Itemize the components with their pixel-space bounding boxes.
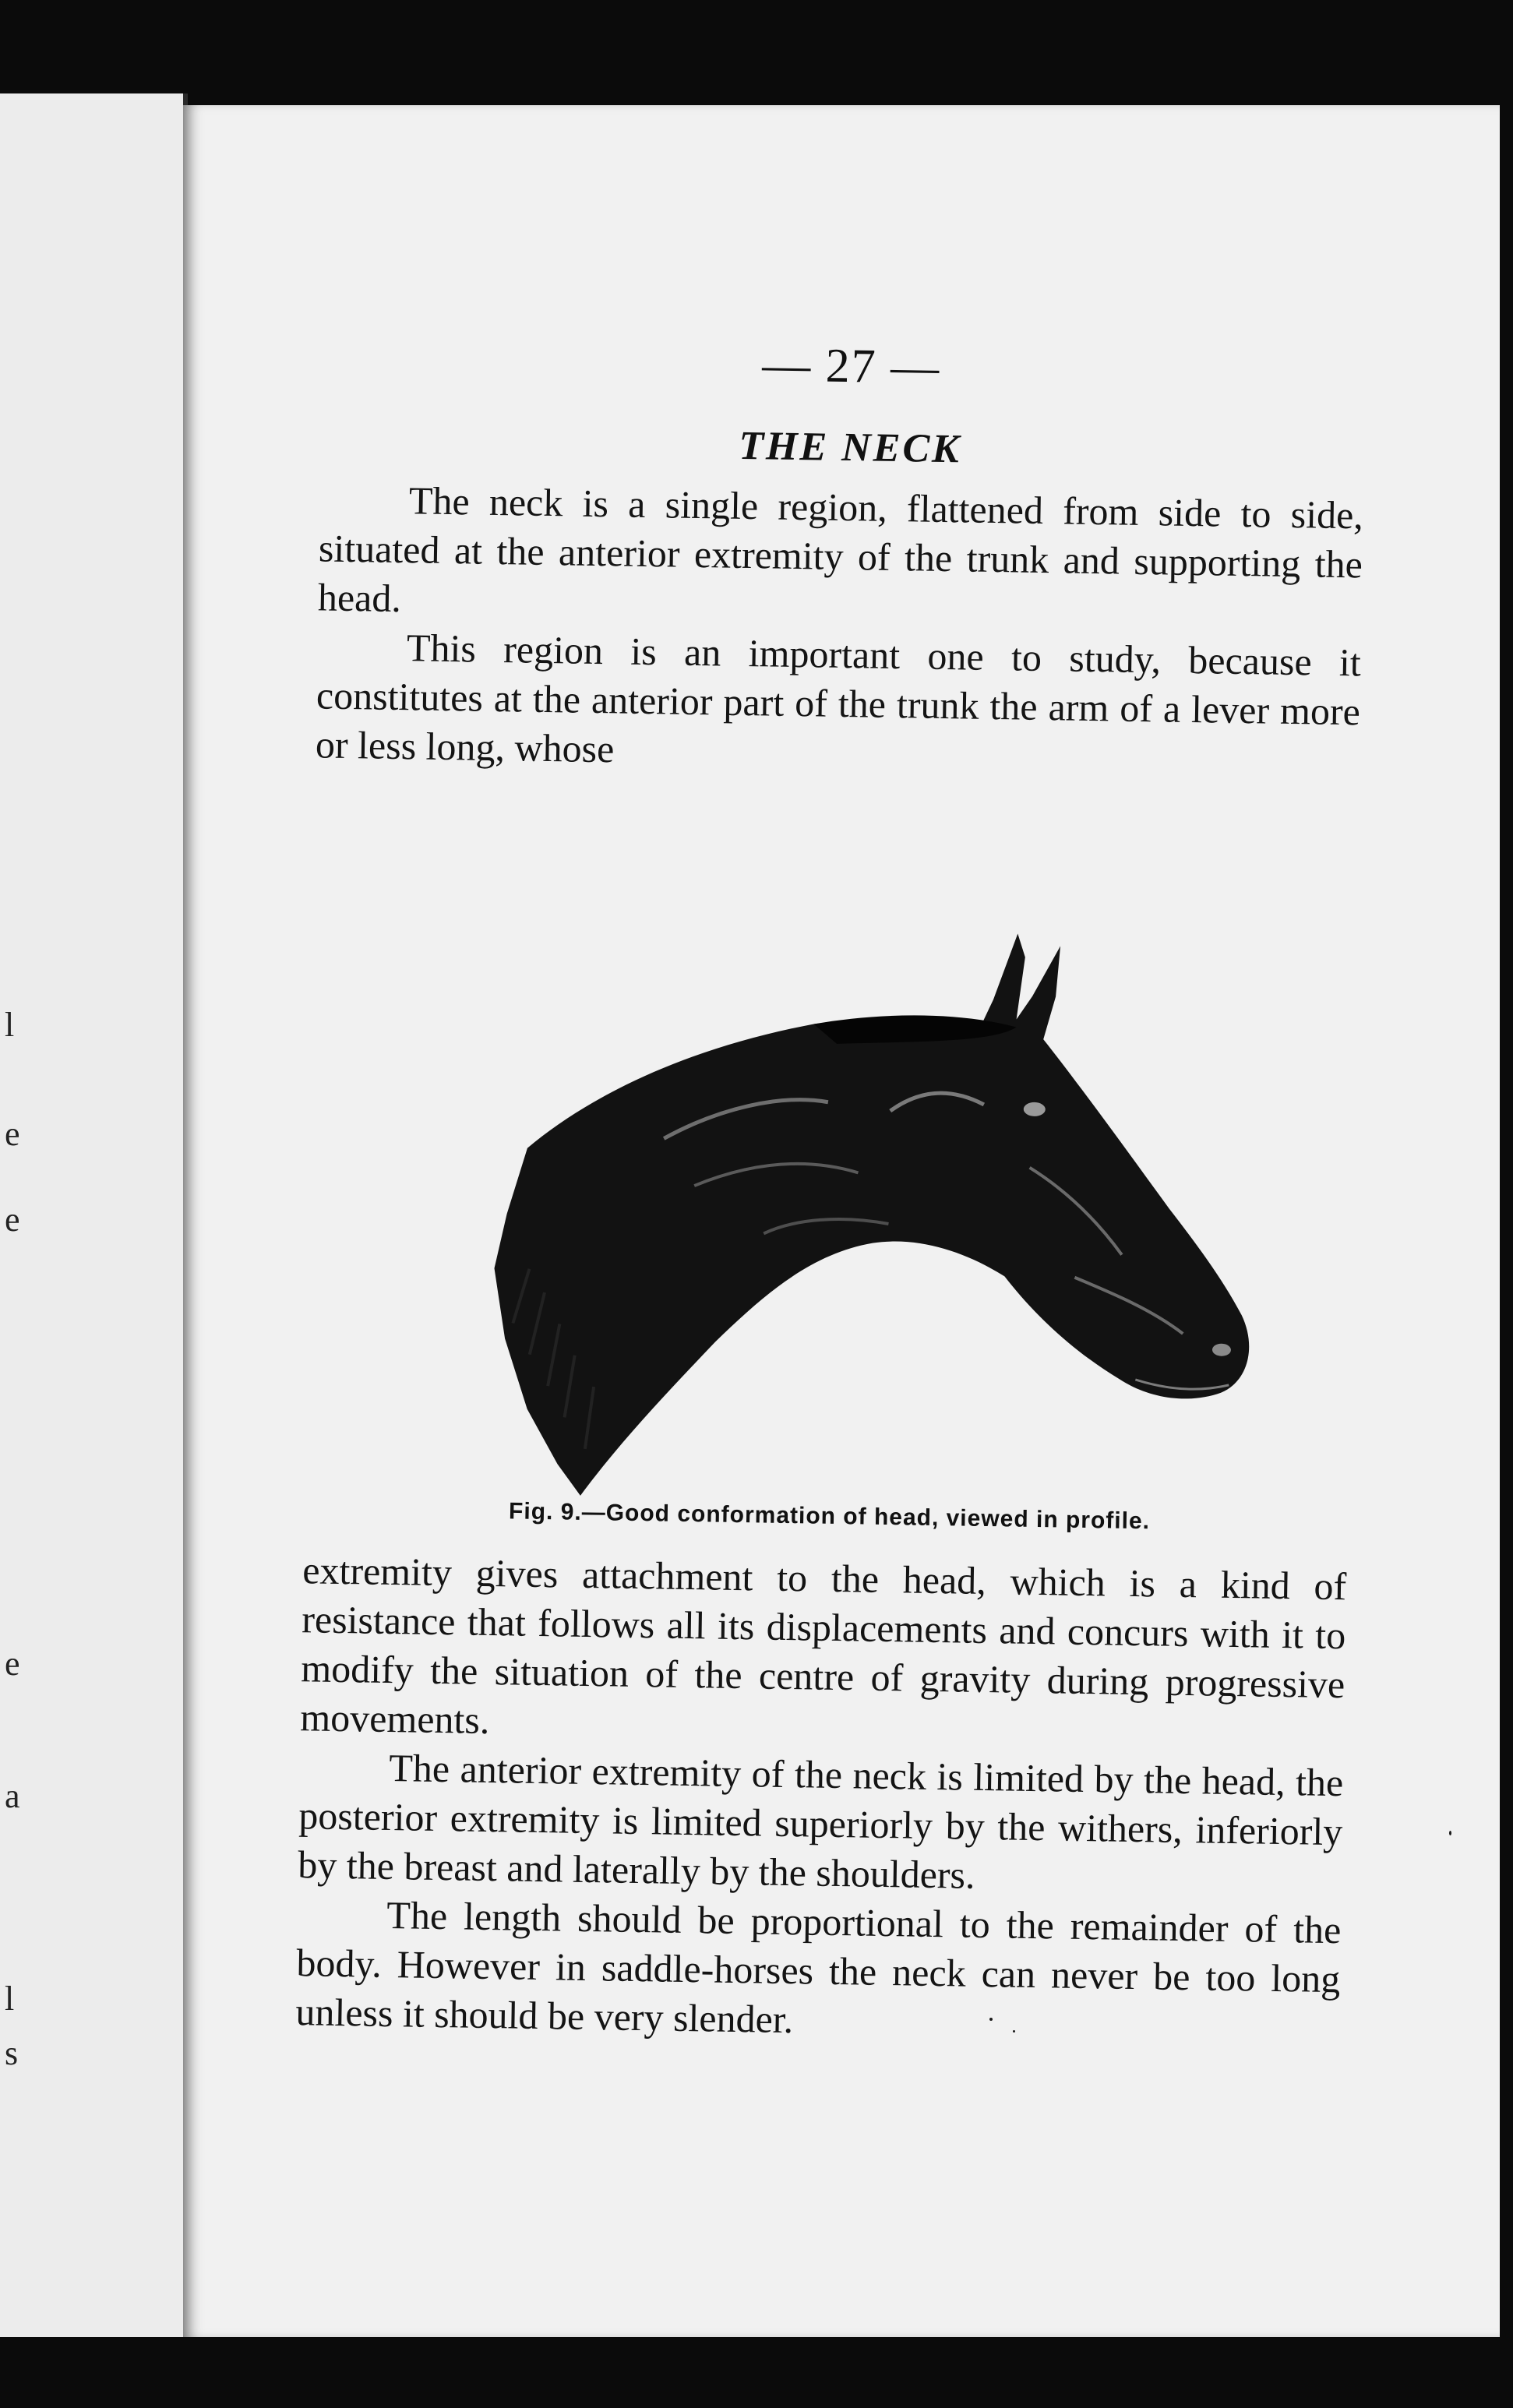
body-text-bottom [295,1546,1347,2053]
left-page-letter: a [5,1777,20,1815]
section-title: THE NECK [738,423,962,472]
horse-head-figure [323,900,1291,1522]
left-page-edge [0,93,188,2337]
left-page-letter: s [5,2034,19,2072]
left-page-letter: e [5,1115,20,1153]
figure-caption: Fig. 9.—Good conformation of head, viewed in profile. [508,1498,1151,1535]
paragraph: The length should be proportional to the remainder of the body. However in saddle-horses the neck can never be too long unless it should be very slender. [295,1892,1342,2042]
scan-speck [989,2018,993,2021]
body-text-top [316,474,1364,785]
page-content [162,95,1513,2347]
paragraph: This region is an important one to study, because it constitutes at the anterior part of the trunk the arm of a lever more or less long, whose [315,626,1362,771]
horse-head-profile-icon [323,900,1291,1522]
scan-speck [1013,2030,1015,2033]
paragraph-continuation: extremity gives attachment to the head, which is a kind of resistance that follows all its displacements and concurs with it to modify the situation of the centre of gravity during progressive movements. [299,1548,1347,1743]
page-number: — 27 — [761,338,941,394]
paragraph: The neck is a single region, flattened from side to side, situated at the anterior extremity of the trunk and supporting the head. [317,478,1364,621]
scan-speck [1449,1831,1451,1835]
left-page-letter: e [5,1200,20,1239]
paragraph: The anterior extremity of the neck is limited by the head, the posterior extremity is limited superiorly by the withers, inferiorly by the breast and laterally by the shoulders. [298,1746,1344,1897]
book-page [183,105,1500,2337]
left-page-letter: e [5,1645,20,1683]
left-page-letter: l [5,1980,15,2018]
left-page-letter: l [5,1006,15,1044]
